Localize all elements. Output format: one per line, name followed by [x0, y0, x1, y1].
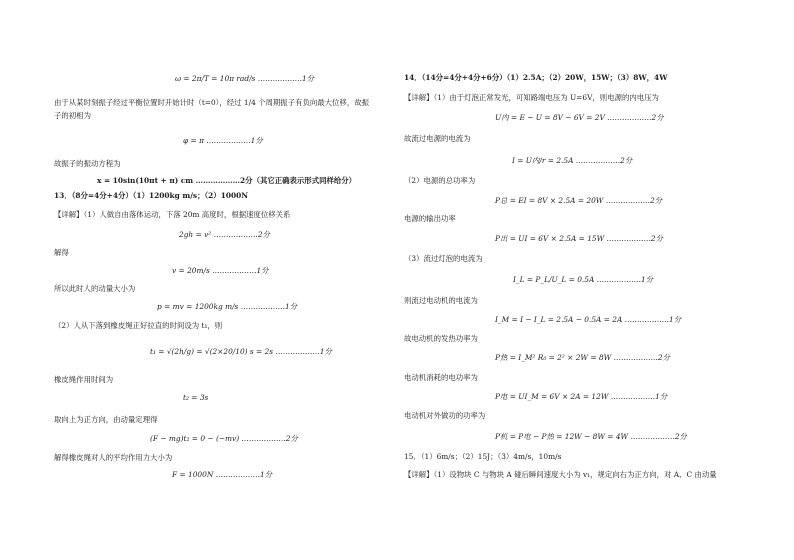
- right-line-15: P热 = I_M² R₀ = 2² × 2W = 8W ………………2分: [495, 353, 670, 362]
- left-line-1: ω = 2π/T = 10π rad/s ………………1分: [175, 74, 315, 83]
- right-line-8: 电源的输出功率: [404, 214, 456, 223]
- right-line-6: （2）电源的总功率为: [404, 176, 476, 185]
- left-line-15: t₁ = √(2h/g) = √(2×20/10) s = 2s ………………1分: [150, 347, 332, 356]
- right-line-3: U内 = E − U = 8V − 6V = 2V ………………2分: [495, 113, 664, 122]
- right-line-2: 【详解】（1）由于灯泡正常发光，可知路端电压为 U=6V，则电源的内电压为: [404, 93, 659, 102]
- left-line-14: （2）人从下落到橡皮绳正好拉直的时间设为 t₁，则: [54, 321, 223, 330]
- left-line-8: 【详解】（1）人做自由落体运动，下落 20m 高度时，根据速度位移关系: [54, 210, 291, 219]
- right-line-7: P总 = EI = 8V × 2.5A = 20W ………………2分: [495, 196, 663, 205]
- left-line-11: v = 20m/s ………………1分: [172, 266, 269, 275]
- left-line-6: x = 10sin(10πt + π) cm ………………2分（其它正确表示形式同样给分）: [97, 176, 357, 185]
- left-line-16: 橡皮绳作用时间为: [54, 375, 114, 384]
- left-line-7: 13．（8分=4分+4分）（1）1200kg m/s；（2）1000N: [54, 191, 249, 200]
- right-line-21: 【详解】（1）设物块 C 与物块 A 碰后瞬间速度大小为 v₁，规定向右为正方向，对 A、C 由动量: [404, 470, 717, 479]
- right-line-5: I = U内/r = 2.5A ………………2分: [512, 156, 633, 165]
- left-line-12: 所以此时人的动量大小为: [54, 284, 136, 293]
- left-line-20: 解得橡皮绳对人的平均作用力大小为: [54, 453, 173, 462]
- left-line-21: F = 1000N ………………1分: [172, 470, 273, 479]
- left-line-9: 2gh = v² ………………2分: [179, 230, 271, 239]
- left-line-10: 解得: [54, 248, 69, 257]
- right-line-12: 则流过电动机的电流为: [404, 296, 478, 305]
- left-line-13: p = mv = 1200kg m/s ………………1分: [157, 302, 298, 311]
- left-line-5: 故振子的振动方程为: [54, 159, 121, 168]
- left-line-3: 子的初相为: [54, 111, 91, 120]
- right-line-17: P电 = UI_M = 6V × 2A = 12W ………………1分: [495, 392, 668, 401]
- left-line-18: 取向上为正方向，由动量定理得: [54, 415, 158, 424]
- left-line-17: t₂ = 3s: [183, 393, 209, 402]
- left-line-19: (F − mg)t₂ = 0 − (−mv) ………………2分: [150, 434, 298, 443]
- left-line-2: 由于从某时刻振子经过平衡位置时开始计时（t=0），经过 1/4 个周期振子有负向最大位移，故振: [54, 98, 369, 107]
- right-line-16: 电动机消耗的电功率为: [404, 373, 478, 382]
- right-line-11: I_L = P_L/U_L = 0.5A ………………1分: [513, 275, 654, 284]
- right-line-9: P出 = UI = 6V × 2.5A = 15W ………………2分: [495, 234, 663, 243]
- right-line-20: 15．（1）6m/s；（2）15J；（3）4m/s，10m/s: [404, 452, 562, 461]
- left-line-4: φ = π ………………1分: [183, 136, 263, 145]
- right-line-18: 电动机对外做功的功率为: [404, 411, 486, 420]
- right-line-4: 故流过电源的电流为: [404, 134, 471, 143]
- right-line-13: I_M = I − I_L = 2.5A − 0.5A = 2A ………………1分: [495, 315, 682, 324]
- right-line-1: 14．（14分=4分+4分+6分）（1）2.5A；（2）20W，15W；（3）8W，4W: [404, 73, 668, 82]
- right-line-19: P机 = P电 − P热 = 12W − 8W = 4W ………………2分: [495, 432, 687, 441]
- right-line-14: 故电动机的发热功率为: [404, 334, 478, 343]
- right-line-10: （3）流过灯泡的电流为: [404, 254, 483, 263]
